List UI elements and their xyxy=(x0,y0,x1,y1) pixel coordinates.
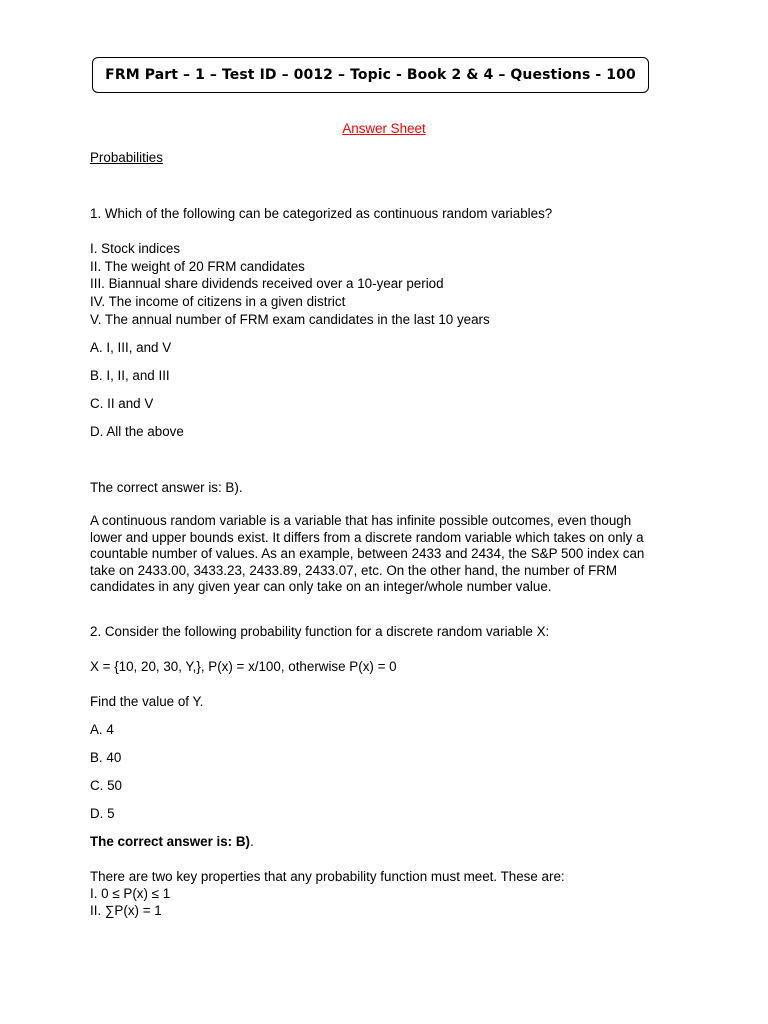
q2-option-d: D. 5 xyxy=(90,806,115,821)
q1-statement: II. The weight of 20 FRM candidates xyxy=(90,259,305,274)
document-title-box xyxy=(92,57,649,93)
section-heading: Probabilities xyxy=(90,150,163,165)
q1-option-b: B. I, II, and III xyxy=(90,368,170,383)
q2-correct-answer-bold: The correct answer is: B) xyxy=(90,834,250,849)
q1-explanation-line: take on 2433.00, 3433.23, 2433.89, 2433.07, etc. On the other hand, the number of FRM xyxy=(90,562,618,578)
q1-statement: V. The annual number of FRM exam candidates in the last 10 years xyxy=(90,312,490,327)
q1-explanation xyxy=(90,513,670,596)
q2-option-a: A. 4 xyxy=(90,722,114,737)
q1-statement: I. Stock indices xyxy=(90,241,181,256)
q1-statement: III. Biannual share dividends received over a 10-year period xyxy=(90,276,444,291)
q2-prompt: Find the value of Y. xyxy=(90,694,204,709)
q2-option-b: B. 40 xyxy=(90,750,122,765)
q2-property: I. 0 ≤ P(x) ≤ 1 xyxy=(90,886,171,901)
q1-explanation-line: A continuous random variable is a variable that has infinite possible outcomes, even though xyxy=(90,513,632,528)
q2-correct-answer xyxy=(90,833,254,850)
q1-explanation-line: lower and upper bounds exist. It differs from a discrete random variable which takes on only a xyxy=(90,529,644,545)
q1-option-c: C. II and V xyxy=(90,396,154,411)
q2-explanation-intro: There are two key properties that any probability function must meet. These are: xyxy=(90,869,565,884)
q1-statement: IV. The income of citizens in a given district xyxy=(90,294,346,309)
q1-explanation-line: candidates in any given year can only take on an integer/whole number value. xyxy=(90,579,552,594)
q1-correct-answer: The correct answer is: B). xyxy=(90,480,243,495)
q1-option-a: A. I, III, and V xyxy=(90,340,172,355)
q2-correct-answer-tail: . xyxy=(250,834,254,849)
question-1-text: 1. Which of the following can be categorized as continuous random variables? xyxy=(90,206,553,221)
question-2-text: 2. Consider the following probability function for a discrete random variable X: xyxy=(90,624,550,639)
q1-option-d: D. All the above xyxy=(90,424,184,439)
document-title: FRM Part – 1 – Test ID – 0012 – Topic - Book 2 & 4 – Questions - 100 xyxy=(105,67,636,83)
q1-explanation-line: countable number of values. As an example, between 2433 and 2434, the S&P 500 index can xyxy=(90,546,645,561)
q2-property: II. ∑P(x) = 1 xyxy=(90,903,162,918)
q2-option-c: C. 50 xyxy=(90,778,123,793)
answer-sheet-heading: Answer Sheet xyxy=(342,121,426,136)
q2-function: X = {10, 20, 30, Y,}, P(x) = x/100, otherwise P(x) = 0 xyxy=(90,659,397,674)
